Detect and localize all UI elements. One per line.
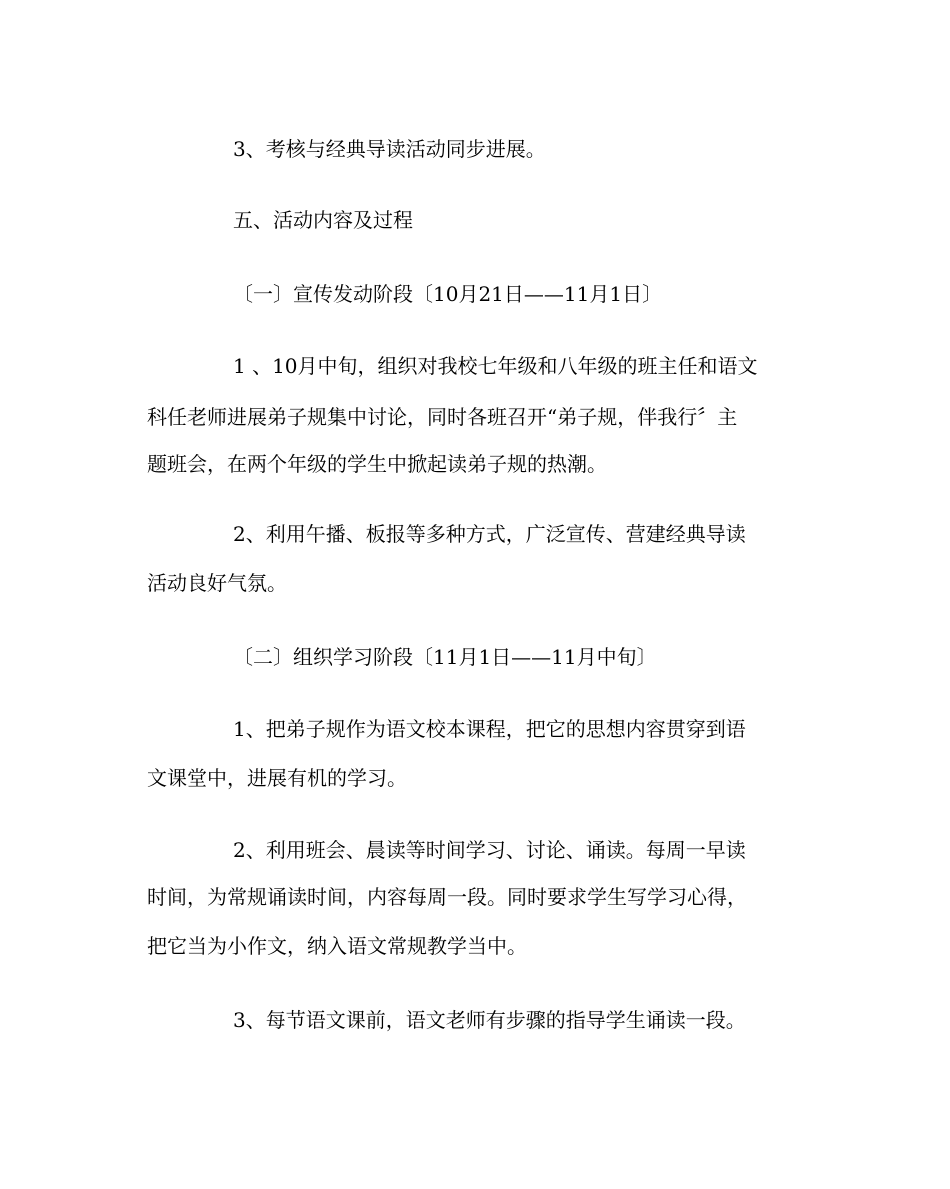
paragraph-line: 文课堂中，进展有机的学习。: [147, 766, 407, 790]
paragraph-line: 科任老师进展弟子规集中讨论，同时各班召开“弟子规，伴我行〞主: [147, 405, 738, 429]
paragraph-line: 2、利用班会、晨读等时间学习、讨论、诵读。每周一早读: [233, 838, 746, 862]
section-heading: 五、活动内容及过程: [233, 208, 413, 232]
paragraph-line: 1 、10月中旬，组织对我校七年级和八年级的班主任和语文: [233, 354, 758, 378]
subsection-heading: 〔二〕组织学习阶段〔11月1日——11月中旬〕: [233, 645, 657, 669]
paragraph-line: 时间，为常规诵读时间，内容每周一段。同时要求学生写学习心得，: [147, 885, 747, 909]
paragraph-line: 1、把弟子规作为语文校本课程，把它的思想内容贯穿到语: [233, 717, 746, 741]
paragraph-line: 3、考核与经典导读活动同步进展。: [233, 137, 546, 161]
paragraph-line: 活动良好气氛。: [147, 571, 287, 595]
paragraph-line: 3、每节语文课前，语文老师有步骤的指导学生诵读一段。: [233, 1008, 746, 1032]
paragraph-line: 2、利用午播、板报等多种方式，广泛宣传、营建经典导读: [233, 522, 746, 546]
paragraph-line: 题班会，在两个年级的学生中掀起读弟子规的热潮。: [147, 452, 607, 476]
subsection-heading: 〔一〕宣传发动阶段〔10月21日——11月1日〕: [233, 282, 663, 306]
paragraph-line: 把它当为小作文，纳入语文常规教学当中。: [147, 934, 527, 958]
